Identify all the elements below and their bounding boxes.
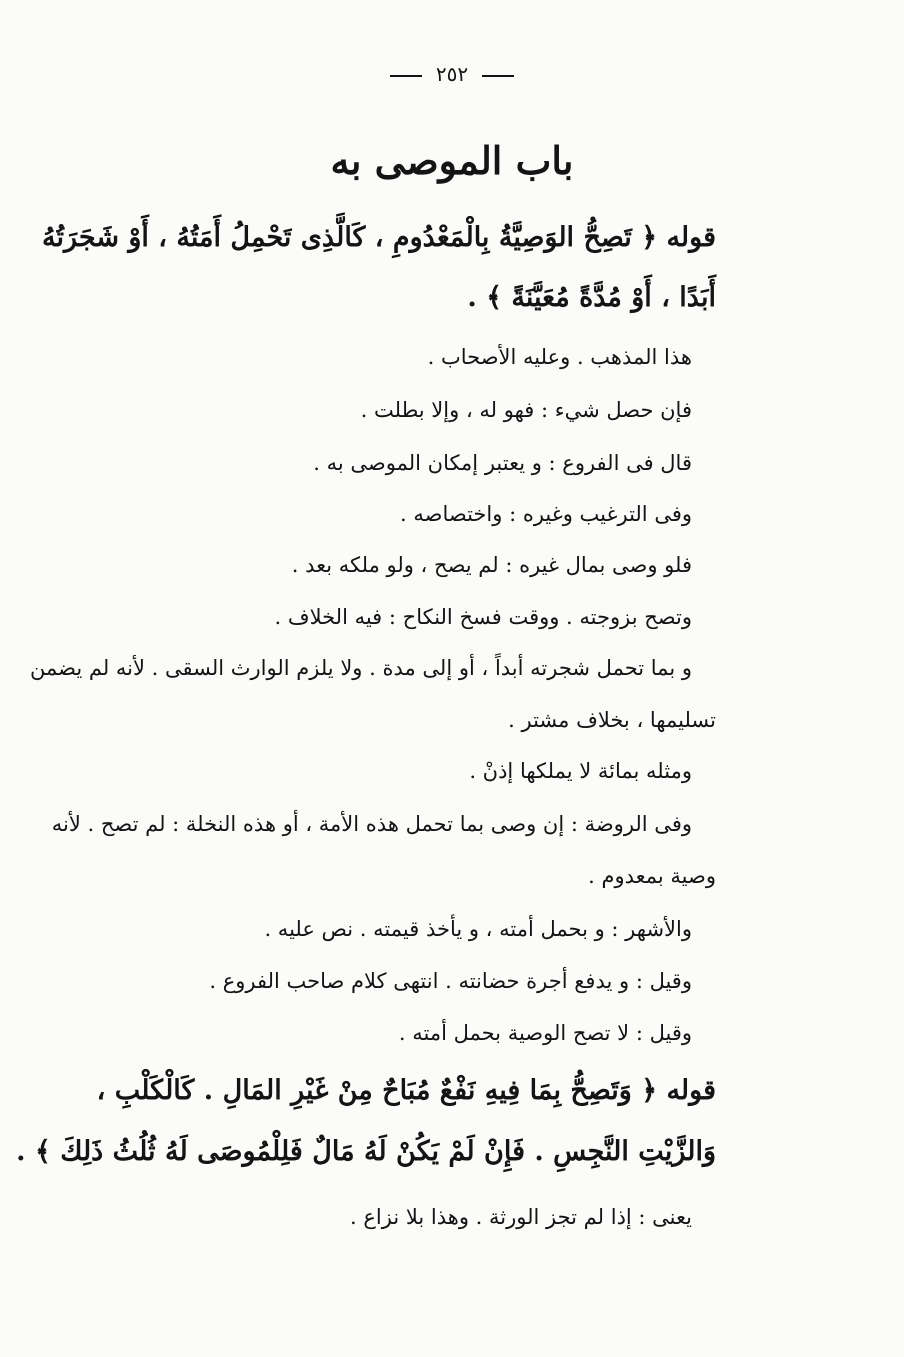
text-line: وفى الروضة : إن وصى بما تحمل هذه الأمة ، أو هذه النخلة : لم تصح . لأنه: [51, 812, 692, 836]
text-line: ومثله بمائة لا يملكها إذنْ .: [469, 759, 692, 783]
text-line: فإن حصل شيء : فهو له ، وإلا بطلت .: [360, 398, 692, 422]
text-line: وصية بمعدوم .: [588, 864, 716, 888]
text-line: وقيل : و يدفع أجرة حضانته . انتهى كلام صاحب الفروع .: [209, 969, 692, 993]
page-number: ٢٥٢: [435, 62, 469, 86]
text-line: وتصح بزوجته . ووقت فسخ النكاح : فيه الخلاف .: [274, 605, 692, 629]
text-line-quote: وَالزَّيْتِ النَّجِسِ . فَإِنْ لَمْ يَكُنْ لَهُ مَالٌ فَلِلْمُوصَى لَهُ ثُلُثُ ذَلِكَ ﴾ .: [16, 1136, 716, 1167]
text-line: فلو وصى بمال غيره : لم يصح ، ولو ملكه بعد .: [291, 553, 692, 577]
dash-right: [482, 75, 514, 77]
text-line: تسليمها ، بخلاف مشتر .: [508, 708, 716, 732]
text-line: هذا المذهب . وعليه الأصحاب .: [427, 345, 692, 369]
text-line: يعنى : إذا لم تجز الورثة . وهذا بلا نزاع .: [350, 1205, 692, 1229]
text-line-quote: أَبَدًا ، أَوْ مُدَّةً مُعَيَّنَةً ﴾ .: [467, 282, 716, 313]
section-title: باب الموصى به: [330, 138, 574, 183]
text-line: والأشهر : و بحمل أمته ، و يأخذ قيمته . نص عليه .: [264, 917, 692, 941]
text-line: و بما تحمل شجرته أبداً ، أو إلى مدة . ولا يلزم الوارث السقى . لأنه لم يضمن: [29, 656, 692, 680]
text-line-quote: قوله ﴿ تَصِحُّ الوَصِيَّةُ بِالْمَعْدُومِ ، كَالَّذِى تَحْمِلُ أَمَتُهُ ، أَوْ شَجَرَتُهُ: [42, 222, 716, 253]
page-number-header: [0, 62, 904, 86]
text-line: قال فى الفروع : و يعتبر إمكان الموصى به .: [313, 451, 692, 475]
text-line: وفى الترغيب وغيره : واختصاصه .: [400, 502, 692, 526]
text-line-quote: قوله ﴿ وَتَصِحُّ بِمَا فِيهِ نَفْعٌ مُبَاحٌ مِنْ غَيْرِ المَالِ . كَالْكَلْبِ ،: [96, 1075, 716, 1106]
text-line: وقيل : لا تصح الوصية بحمل أمته .: [398, 1021, 692, 1045]
dash-left: [390, 75, 422, 77]
